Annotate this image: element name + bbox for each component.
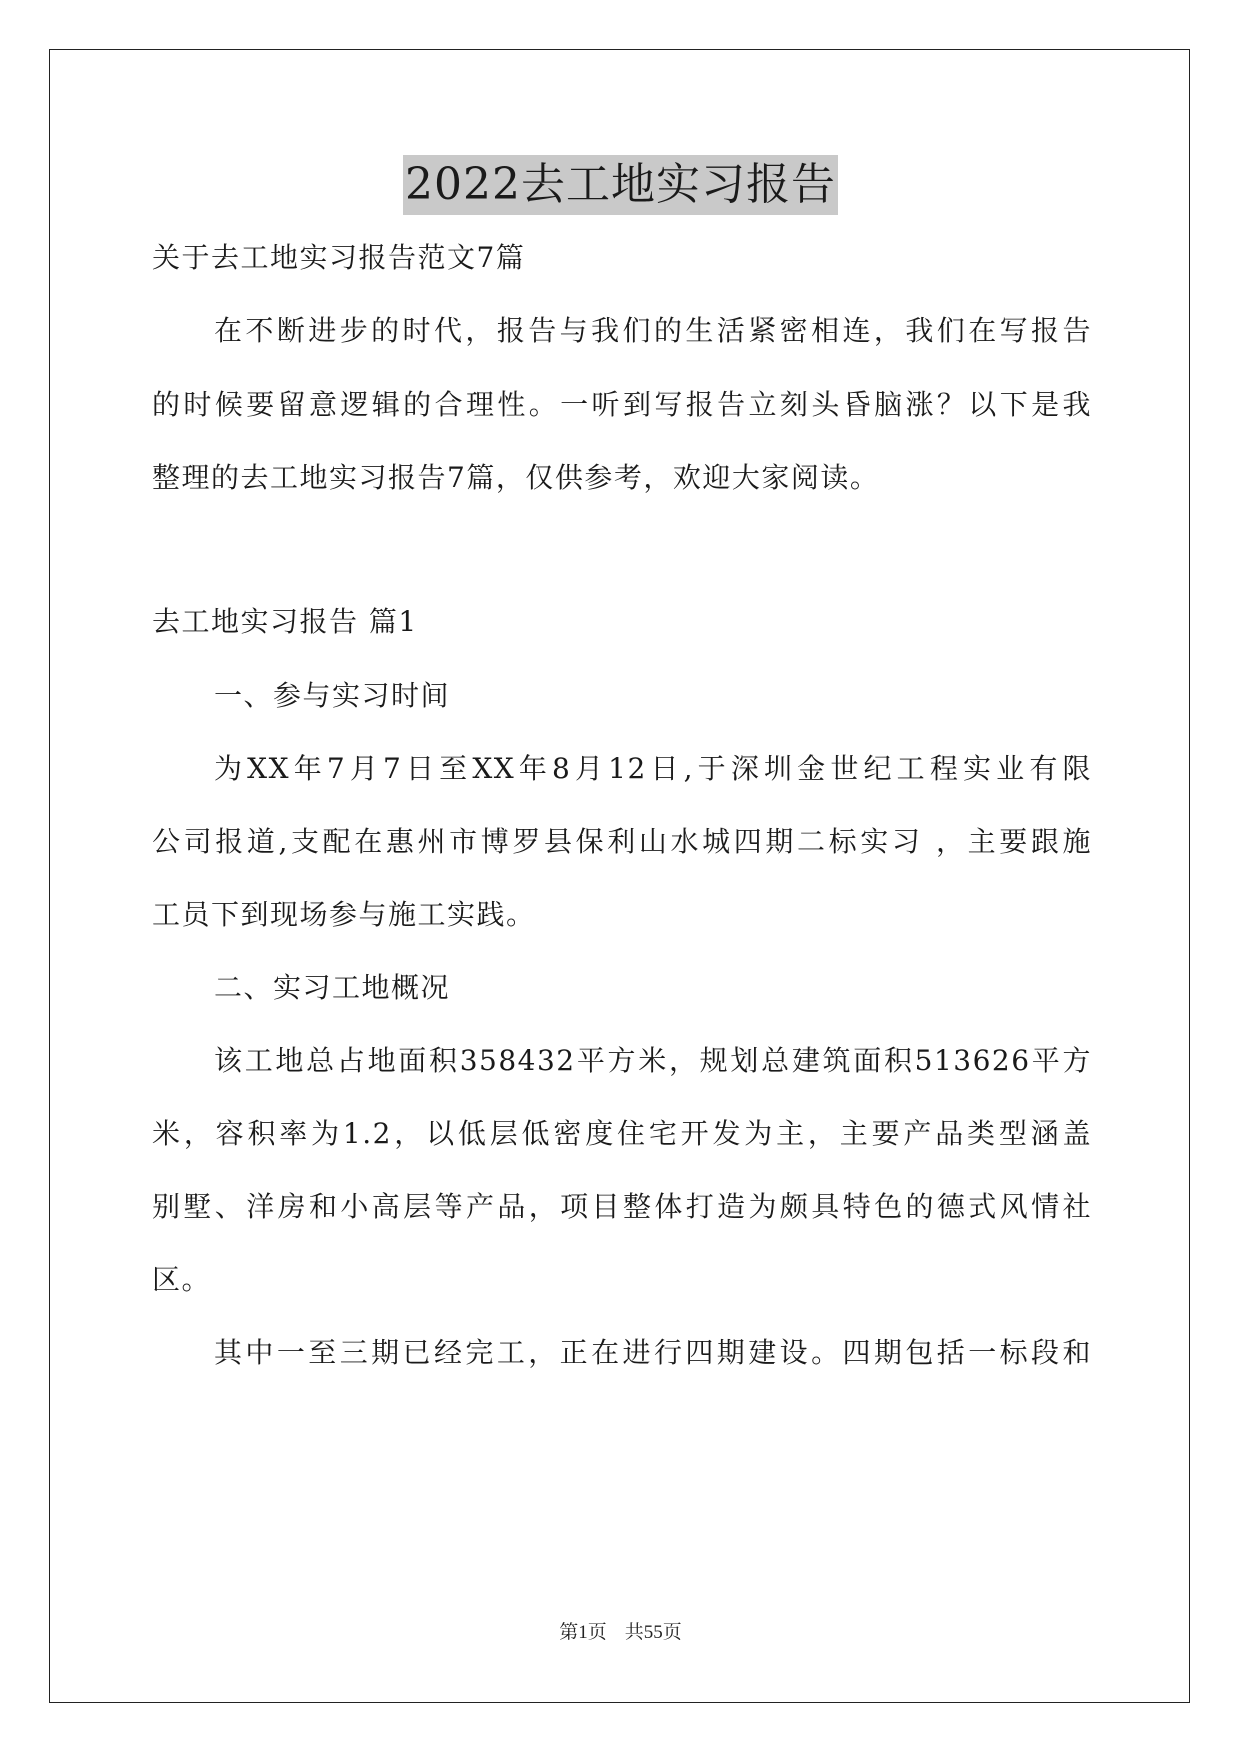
page-total: 共55页: [624, 1622, 682, 1643]
part2-heading: 二、实习工地概况: [214, 971, 451, 1004]
intro-line-1: 在不断进步的时代，报告与我们的生活紧密相连，我们在写报告: [214, 314, 1092, 347]
document-title: 2022去工地实习报告: [403, 155, 838, 215]
part2-line-1: 该工地总占地面积358432平方米，规划总建筑面积513626平方: [214, 1044, 1092, 1077]
part2-line-4: 区。: [152, 1263, 212, 1296]
page-number: 第1页: [559, 1622, 607, 1643]
part1-line-1: 为XX年7月7日至XX年8月12日,于深圳金世纪工程实业有限: [214, 752, 1092, 785]
part3-line-1: 其中一至三期已经完工，正在进行四期建设。四期包括一标段和: [214, 1336, 1092, 1369]
part1-line-3: 工员下到现场参与施工实践。: [152, 898, 536, 931]
page-border: [49, 49, 1190, 1703]
part1-line-2: 公司报道,支配在惠州市博罗县保利山水城四期二标实习 ，主要跟施: [152, 825, 1092, 858]
intro-line-3: 整理的去工地实习报告7篇，仅供参考，欢迎大家阅读。: [152, 461, 880, 494]
part1-heading: 一、参与实习时间: [214, 679, 451, 712]
intro-line-2: 的时候要留意逻辑的合理性。一听到写报告立刻头昏脑涨？以下是我: [152, 388, 1092, 421]
part2-line-3: 别墅、洋房和小高层等产品，项目整体打造为颇具特色的德式风情社: [152, 1190, 1092, 1223]
section-heading: 去工地实习报告 篇1: [152, 605, 418, 638]
title-container: [0, 155, 1241, 215]
part2-line-2: 米，容积率为1.2，以低层低密度住宅开发为主，主要产品类型涵盖: [152, 1117, 1092, 1150]
document-subtitle: 关于去工地实习报告范文7篇: [152, 241, 526, 274]
page-footer: [0, 1620, 1241, 1646]
